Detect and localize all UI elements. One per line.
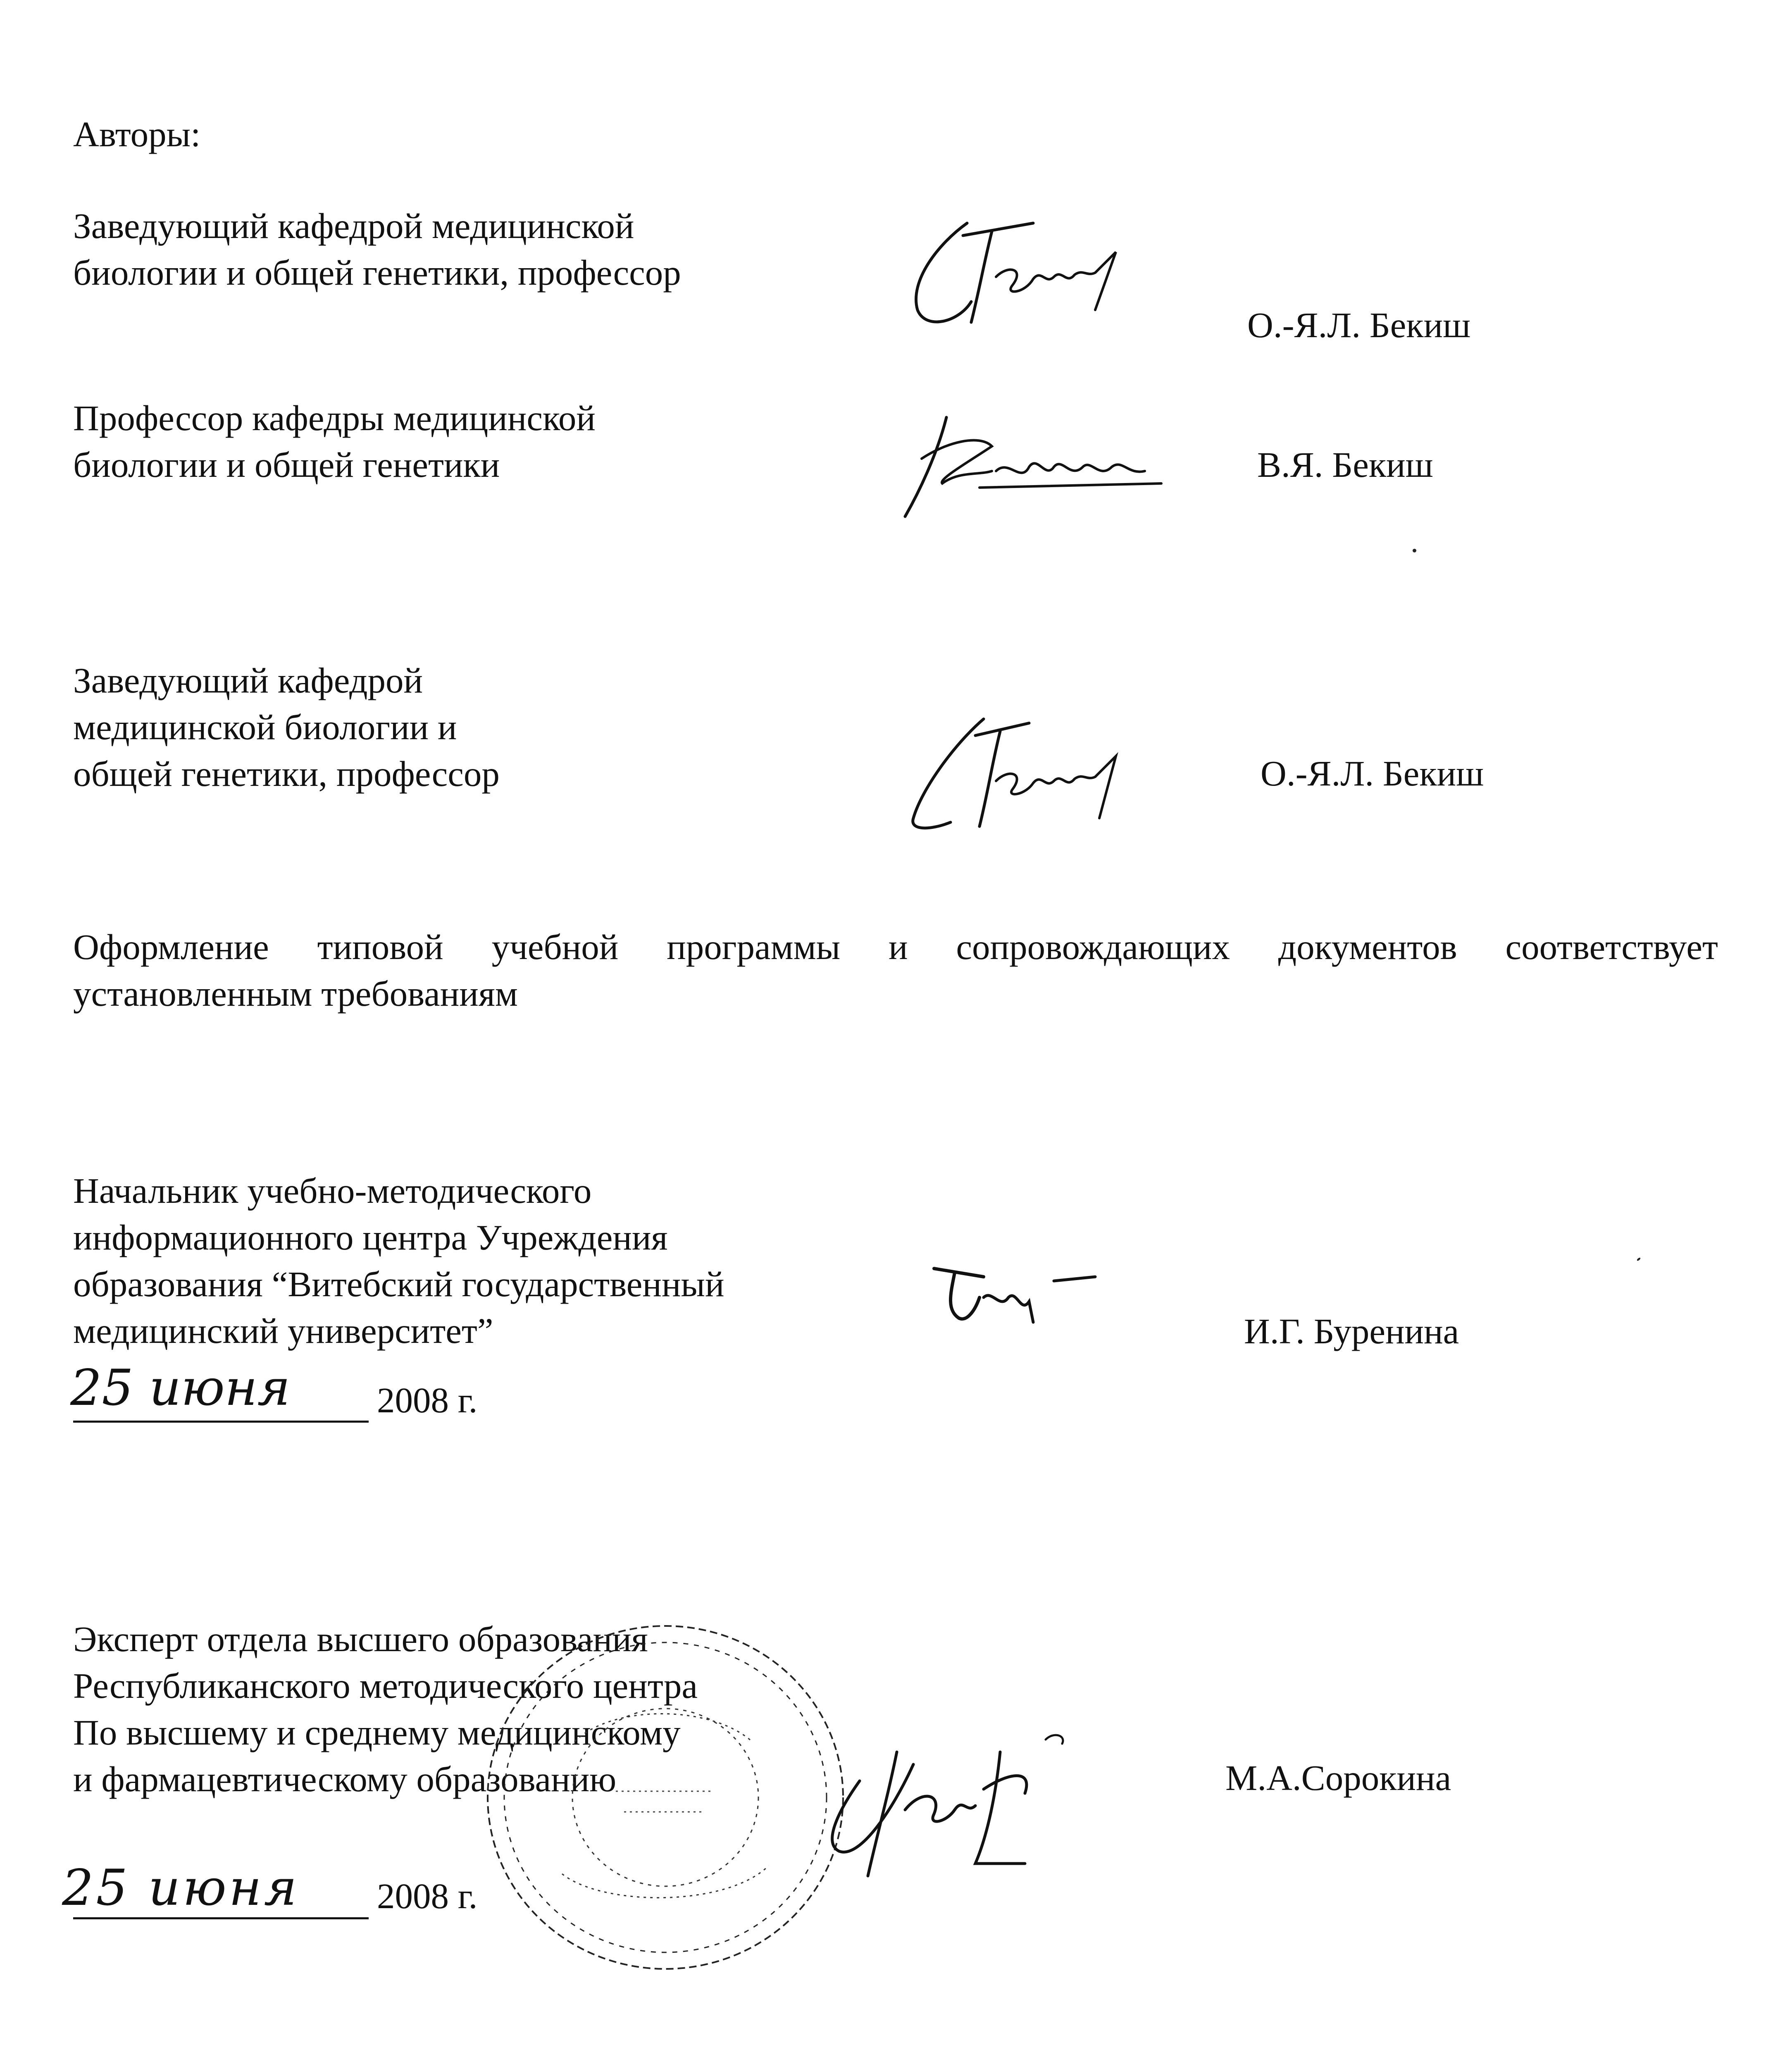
position-line: медицинский университет” [73, 1311, 493, 1351]
position-line: и фармацевтическому образованию [73, 1759, 617, 1799]
scan-speck [1637, 1257, 1641, 1261]
signature-3 [905, 707, 1128, 839]
position-line: Эксперт отдела высшего образования [73, 1619, 648, 1659]
signatory-2-name: В.Я. Бекиш [1257, 445, 1433, 485]
authors-heading: Авторы: [73, 114, 201, 154]
signature-4 [930, 1252, 1103, 1335]
position-line: Заведующий кафедрой медицинской [73, 206, 634, 246]
position-line: Республиканского методического центра [73, 1666, 698, 1706]
date-year-2: 2008 г. [377, 1876, 478, 1916]
position-line: медицинской биологии и [73, 707, 457, 747]
signatory-5-name: М.А.Сорокина [1225, 1758, 1451, 1798]
signatory-1-position [73, 202, 681, 296]
handwritten-date-2: 25 июня [62, 1859, 300, 1917]
date-year-1: 2008 г. [377, 1380, 478, 1420]
scan-speck [1413, 549, 1416, 552]
position-line: Заведующий кафедрой [73, 660, 423, 700]
position-line: биологии и общей генетики [73, 445, 500, 485]
handwritten-date-1: 25 июня [70, 1359, 291, 1417]
position-line: Начальник учебно-методического [73, 1171, 592, 1211]
position-line: информационного центра Учреждения [73, 1217, 668, 1257]
position-line: образования “Витебский государственный [73, 1264, 724, 1304]
signature-2 [897, 409, 1170, 525]
date-line-1 [73, 1421, 369, 1423]
compliance-note-line: Оформление типовой учебной программы и сопровождающих документов соответствует [73, 927, 1718, 967]
position-line: По высшему и среднему медицинскому [73, 1712, 681, 1752]
position-line: общей генетики, профессор [73, 754, 500, 794]
signature-1 [901, 207, 1132, 343]
compliance-note [73, 924, 1718, 1017]
signatory-4-position [73, 1167, 724, 1354]
compliance-note-line: установленным требованиям [73, 973, 518, 1014]
signature-5 [810, 1727, 1075, 1901]
signatory-2-position [73, 395, 596, 488]
date-line-2 [73, 1917, 369, 1919]
round-stamp [479, 1618, 851, 1977]
position-line: Профессор кафедры медицинской [73, 398, 596, 438]
position-line: биологии и общей генетики, профессор [73, 252, 681, 293]
signatory-1-name: О.-Я.Л. Бекиш [1247, 305, 1471, 345]
signatory-3-name: О.-Я.Л. Бекиш [1261, 753, 1484, 793]
signatory-4-name: И.Г. Буренина [1244, 1311, 1459, 1351]
signatory-3-position [73, 657, 500, 797]
